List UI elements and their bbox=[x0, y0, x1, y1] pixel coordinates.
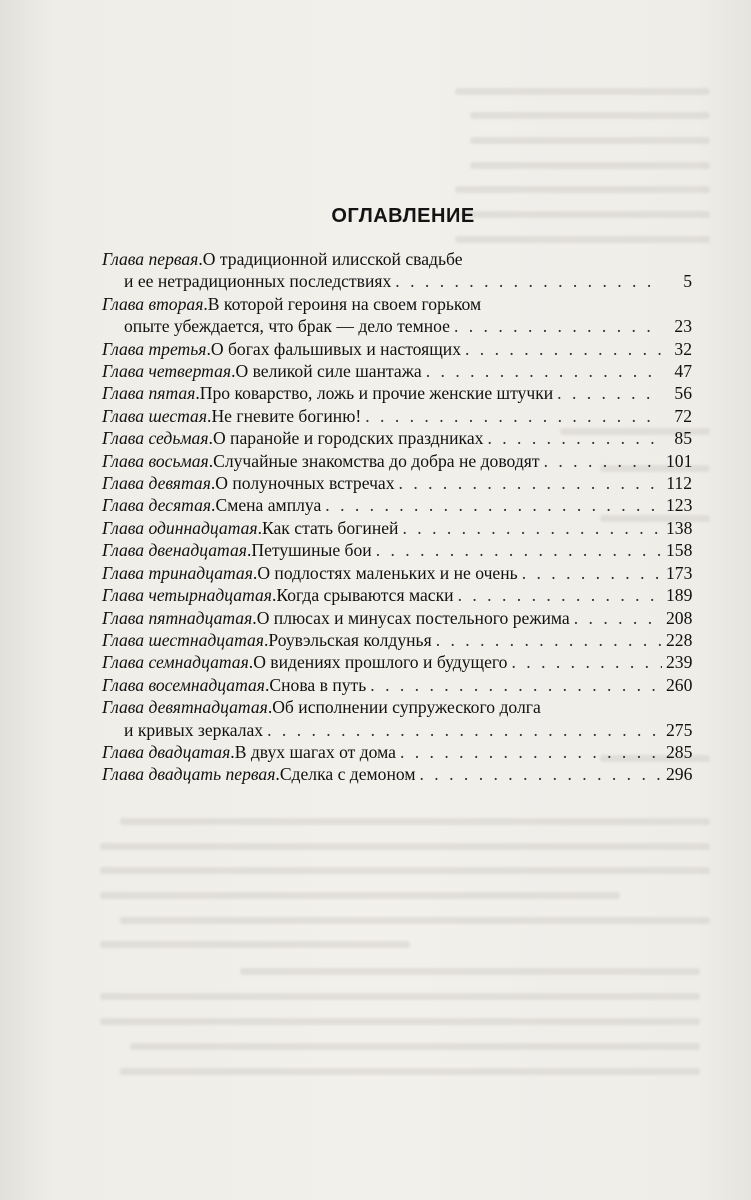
dot-leader bbox=[574, 607, 662, 629]
page-number: 208 bbox=[666, 607, 693, 628]
dot-leader bbox=[557, 382, 662, 404]
toc-entry-line: Глава третья . О богах фальшивых и настоящих . . . 32 bbox=[102, 338, 692, 360]
chapter-title: опыте убеждается, что брак — дело темное bbox=[124, 316, 450, 337]
dot-leader bbox=[458, 584, 662, 606]
toc-entry-line: Глава девятая . О полуночных встречах . . . 112 bbox=[102, 472, 692, 494]
chapter-label: Глава восьмая bbox=[102, 450, 209, 471]
chapter-title: Снова в путь bbox=[269, 674, 367, 695]
toc-entry bbox=[102, 248, 692, 293]
chapter-title: О богах фальшивых и настоящих bbox=[210, 338, 461, 359]
toc-entry bbox=[102, 539, 692, 561]
dot-leader bbox=[465, 338, 662, 360]
toc-entry-line: Глава десятая . Смена амплуа . . . 123 bbox=[102, 494, 692, 516]
toc-entry-line: Глава одиннадцатая . Как стать богиней . . . 138 bbox=[102, 517, 692, 539]
page-number: 296 bbox=[666, 764, 693, 785]
toc-entry bbox=[102, 607, 692, 629]
toc-entry-line: Глава двадцать первая . Сделка с демоном . . . 296 bbox=[102, 763, 692, 785]
chapter-label: Глава шестая bbox=[102, 405, 208, 426]
toc-entries bbox=[102, 248, 692, 786]
toc-entry bbox=[102, 696, 692, 741]
toc-entry bbox=[102, 651, 692, 673]
toc-entry bbox=[102, 338, 692, 360]
page-number: 112 bbox=[666, 473, 692, 494]
chapter-title: и ее нетрадиционных последствиях bbox=[124, 271, 392, 292]
dot-leader bbox=[487, 427, 662, 449]
toc-entry bbox=[102, 674, 692, 696]
toc-entry-line: Глава вторая . В которой героиня на своем горьком bbox=[102, 293, 482, 314]
dot-leader bbox=[376, 539, 662, 561]
toc-entry bbox=[102, 450, 692, 472]
page-number: 123 bbox=[666, 495, 693, 516]
dot-leader bbox=[267, 719, 662, 741]
page-number: 173 bbox=[666, 562, 693, 583]
chapter-title: Случайные знакомства до добра не доводят bbox=[213, 450, 540, 471]
toc-entry-line: Глава пятнадцатая . О плюсах и минусах постельного режима . . . 208 bbox=[102, 607, 692, 629]
page-number: 56 bbox=[674, 383, 692, 404]
chapter-title: О паранойе и городских праздниках bbox=[212, 428, 484, 449]
dot-leader bbox=[426, 360, 662, 382]
toc-entry bbox=[102, 517, 692, 539]
dot-leader bbox=[420, 763, 663, 785]
toc-entry bbox=[102, 293, 692, 338]
toc-entry bbox=[102, 472, 692, 494]
dot-leader bbox=[400, 741, 662, 763]
chapter-label: Глава девятнадцатая bbox=[102, 697, 268, 718]
toc-entry bbox=[102, 763, 692, 785]
chapter-label: Глава двенадцатая bbox=[102, 540, 247, 561]
page-number: 47 bbox=[674, 361, 692, 382]
chapter-label: Глава пятая bbox=[102, 383, 196, 404]
chapter-title: Как стать богиней bbox=[262, 517, 399, 538]
toc-entry bbox=[102, 382, 692, 404]
toc-entry-line: Глава четырнадцатая . Когда срываются маски . . . 189 bbox=[102, 584, 692, 606]
toc-entry-line: Глава шестая . Не гневите богиню! . . . 72 bbox=[102, 405, 692, 427]
dot-leader bbox=[454, 315, 662, 337]
page-number: 158 bbox=[666, 540, 693, 561]
chapter-label: Глава третья bbox=[102, 338, 207, 359]
dot-leader bbox=[395, 270, 662, 292]
chapter-label: Глава шестнадцатая bbox=[102, 629, 264, 650]
toc-entry-line: Глава шестнадцатая . Роувэльская колдунья . . . 228 bbox=[102, 629, 692, 651]
dot-leader bbox=[399, 472, 662, 494]
toc-entry-line: Глава двадцатая . В двух шагах от дома . . . 285 bbox=[102, 741, 692, 763]
chapter-label: Глава десятая bbox=[102, 495, 212, 516]
dot-leader bbox=[436, 629, 662, 651]
chapter-label: Глава девятая bbox=[102, 473, 211, 494]
chapter-title: Об исполнении супружеского долга bbox=[272, 697, 541, 718]
chapter-title: В которой героиня на своем горьком bbox=[207, 293, 482, 314]
page-number: 260 bbox=[666, 674, 693, 695]
toc-entry bbox=[102, 584, 692, 606]
toc-entry-line: Глава первая . О традиционной илисской свадьбе bbox=[102, 249, 463, 269]
chapter-title: О видениях прошлого и будущего bbox=[253, 652, 508, 673]
dot-leader bbox=[544, 450, 662, 472]
chapter-label: Глава седьмая bbox=[102, 428, 209, 449]
chapter-label: Глава одиннадцатая bbox=[102, 517, 258, 538]
page-number: 275 bbox=[666, 719, 693, 740]
toc-entry-line: Глава двенадцатая . Петушиные бои . . . 158 bbox=[102, 539, 692, 561]
toc-entry bbox=[102, 427, 692, 449]
chapter-title: О плюсах и минусах постельного режима bbox=[256, 607, 570, 628]
chapter-title: Смена амплуа bbox=[215, 495, 322, 516]
chapter-label: Глава первая bbox=[102, 249, 199, 269]
chapter-label: Глава двадцать первая bbox=[102, 764, 276, 785]
dot-leader bbox=[370, 674, 662, 696]
toc-entry-line: Глава четвертая . О великой силе шантажа . . . 47 bbox=[102, 360, 692, 382]
chapter-title: Не гневите богиню! bbox=[211, 405, 362, 426]
chapter-label: Глава четвертая bbox=[102, 361, 232, 382]
toc-entry-line: Глава тринадцатая . О подлостях маленьких и не очень . . . 173 bbox=[102, 562, 692, 584]
chapter-title: В двух шагах от дома bbox=[234, 741, 396, 762]
toc-entry bbox=[102, 629, 692, 651]
chapter-title: Когда срываются маски bbox=[276, 585, 454, 606]
toc-entry bbox=[102, 741, 692, 763]
toc-entry bbox=[102, 562, 692, 584]
dot-leader bbox=[511, 651, 662, 673]
chapter-label: Глава восемнадцатая bbox=[102, 674, 265, 695]
chapter-title: и кривых зеркалах bbox=[124, 719, 264, 740]
chapter-label: Глава двадцатая bbox=[102, 741, 231, 762]
chapter-label: Глава семнадцатая bbox=[102, 652, 249, 673]
toc-entry-line: Глава девятнадцатая . Об исполнении супружеского долга bbox=[102, 697, 541, 718]
page-number: 138 bbox=[666, 517, 693, 538]
toc-entry-continuation bbox=[102, 719, 692, 741]
chapter-title: Роувэльская колдунья bbox=[268, 629, 432, 650]
table-of-contents bbox=[102, 205, 692, 786]
page-number: 228 bbox=[666, 629, 693, 650]
chapter-title: Петушиные бои bbox=[251, 540, 372, 561]
toc-entry bbox=[102, 405, 692, 427]
page-number: 32 bbox=[674, 338, 692, 359]
page-number: 72 bbox=[674, 405, 692, 426]
chapter-title: О традиционной илисской свадьбе bbox=[202, 249, 463, 269]
toc-entry-continuation bbox=[102, 270, 692, 292]
dot-leader bbox=[325, 494, 662, 516]
page-number: 5 bbox=[683, 271, 692, 292]
toc-entry bbox=[102, 360, 692, 382]
chapter-label: Глава четырнадцатая bbox=[102, 585, 272, 606]
toc-title: ОГЛАВЛЕНИЕ bbox=[331, 205, 475, 227]
dot-leader bbox=[522, 562, 662, 584]
chapter-title: О полуночных встречах bbox=[215, 473, 395, 494]
toc-entry-line: Глава восьмая . Случайные знакомства до добра не доводят . . . 101 bbox=[102, 450, 692, 472]
toc-entry-continuation bbox=[102, 315, 692, 337]
page-number: 23 bbox=[674, 316, 692, 337]
toc-entry-line: Глава пятая . Про коварство, ложь и прочие женские штучки . . . 56 bbox=[102, 382, 692, 404]
dot-leader bbox=[402, 517, 662, 539]
chapter-title: Про коварство, ложь и прочие женские штучки bbox=[199, 383, 554, 404]
page-number: 189 bbox=[666, 585, 693, 606]
page-number: 101 bbox=[666, 450, 693, 471]
page-number: 85 bbox=[674, 428, 692, 449]
page-number: 285 bbox=[666, 741, 693, 762]
chapter-title: О подлостях маленьких и не очень bbox=[257, 562, 518, 583]
toc-entry bbox=[102, 494, 692, 516]
toc-entry-line: Глава восемнадцатая . Снова в путь . . . 260 bbox=[102, 674, 692, 696]
chapter-title: Сделка с демоном bbox=[279, 764, 416, 785]
chapter-title: О великой силе шантажа bbox=[235, 361, 422, 382]
chapter-label: Глава вторая bbox=[102, 293, 204, 314]
toc-entry-line: Глава седьмая . О паранойе и городских праздниках . . . 85 bbox=[102, 427, 692, 449]
dot-leader bbox=[365, 405, 662, 427]
chapter-label: Глава пятнадцатая bbox=[102, 607, 253, 628]
chapter-label: Глава тринадцатая bbox=[102, 562, 253, 583]
toc-entry-line: Глава семнадцатая . О видениях прошлого и будущего . . . 239 bbox=[102, 651, 692, 673]
page-number: 239 bbox=[666, 652, 693, 673]
